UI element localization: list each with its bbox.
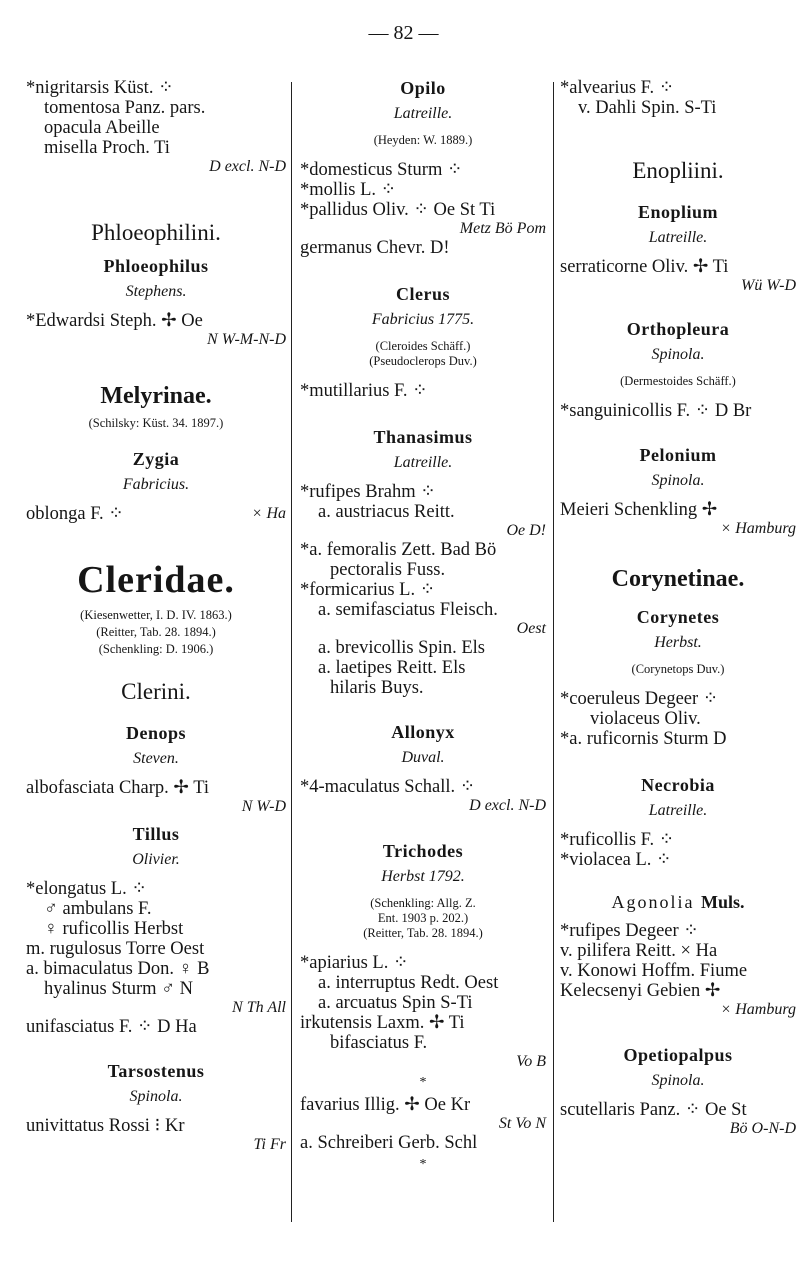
distribution: × Ha [251,505,286,522]
entry-line: *alvearius F. ⁘ [560,78,675,98]
entry-line: *Edwardsi Steph. ✢ Oe [26,311,203,331]
genus-heading: Allonyx [391,722,455,742]
distribution: Metz Bö Pom [459,220,546,237]
genus-author: Spinola. [651,346,705,363]
entry-line: tomentosa Panz. pars. [44,98,206,118]
column-divider [553,82,554,1222]
genus-author: Latreille. [648,802,708,819]
citation: (Reitter, Tab. 28. 1894.) [96,625,216,639]
entry-line: *coeruleus Degeer ⁘ [560,689,719,709]
distribution: Bö O-N-D [729,1120,796,1137]
entry-line: *apiarius L. ⁘ [300,953,409,973]
entry-line: serraticorne Oliv. ✢ Ti [560,257,729,277]
entry-line: Meieri Schenkling ✢ [560,500,718,520]
genus-heading: Pelonium [639,445,717,465]
distribution: Vo B [516,1053,546,1070]
entry-line: a. bimaculatus Don. ♀ B [26,959,210,979]
distribution: D excl. N-D [209,158,286,175]
genus-heading: Zygia [132,449,180,469]
genus-author: Latreille. [393,105,453,122]
distribution: St Vo N [498,1115,546,1132]
genus-heading: Opilo [400,78,446,98]
entry-line: a. arcuatus Spin S-Ti [318,993,473,1013]
entry-line: violaceus Oliv. [590,709,701,729]
citation: (Pseudoclerops Duv.) [369,354,477,368]
entry-line: *mutillarius F. ⁘ [300,381,428,401]
family-heading: Cleridae. [77,559,235,601]
entry-line: a. interruptus Redt. Oest [318,973,499,993]
distribution: D excl. N-D [469,797,546,814]
entry-line [26,504,286,524]
entry-line: opacula Abeille [44,118,160,138]
entry-line: *ruficollis F. ⁘ [560,830,675,850]
citation: (Schilsky: Küst. 34. 1897.) [88,416,224,430]
entry-line: pectoralis Fuss. [330,560,446,580]
subfamily-heading: Melyrinae. [100,383,212,409]
genus-name: Agonolia [611,892,695,912]
distribution: Oe D! [506,522,546,539]
species-name: oblonga F. ⁘ [26,504,124,524]
distribution: × Hamburg [720,1001,796,1018]
entry-line: a. brevicollis Spin. Els [318,638,485,658]
entry-line: albofasciata Charp. ✢ Ti [26,778,210,798]
genus-heading: Phloeophilus [103,256,209,276]
entry-line: *elongatus L. ⁘ [26,879,147,899]
tribe-heading: Clerini. [121,679,191,704]
entry-line: v. Dahli Spin. S-Ti [578,98,717,118]
entry-line: m. rugulosus Torre Oest [26,939,205,959]
entry-line: a. laetipes Reitt. Els [318,658,466,678]
entry-line: favarius Illig. ✢ Oe Kr [300,1095,471,1115]
entry-line: *formicarius L. ⁘ [300,580,436,600]
distribution: N W-D [241,798,286,815]
citation: (Cleroides Schäff.) [375,339,471,353]
separator-asterisk: * [419,1157,427,1172]
genus-heading: Clerus [396,284,450,304]
genus-heading: Necrobia [641,775,715,795]
citation: Ent. 1903 p. 202.) [377,911,469,925]
genus-heading: Tarsostenus [107,1061,205,1081]
genus-author: Fabricius 1775. [371,311,475,328]
distribution: × Hamburg [720,520,796,537]
entry-line: irkutensis Laxm. ✢ Ti [300,1013,465,1033]
citation: (Schenkling: D. 1906.) [98,642,214,656]
genus-heading: Opetiopalpus [623,1045,733,1065]
genus-heading: Enoplium [637,202,719,222]
entry-line: ♀ ruficollis Herbst [44,919,184,939]
entry-line: Kelecsenyi Gebien ✢ [560,981,721,1001]
tribe-heading: Phloeophilini. [91,220,221,245]
citation: (Dermestoides Schäff.) [620,374,736,388]
genus-heading: Tillus [132,824,180,844]
entry-line: bifasciatus F. [330,1033,428,1053]
genus-author: Spinola. [651,472,705,489]
entry-line: hyalinus Sturm ♂ N [44,979,194,999]
entry-line: *sanguinicollis F. ⁘ D Br [560,401,752,421]
entry-line: *mollis L. ⁘ [300,180,397,200]
entry-line: *4-maculatus Schall. ⁘ [300,777,476,797]
genus-heading: Denops [125,723,186,743]
distribution: Oest [516,620,546,637]
entry-line: unifasciatus F. ⁘ D Ha [26,1017,197,1037]
genus-author: Spinola. [129,1088,183,1105]
entry-line: v. Konowi Hoffm. Fiume [560,961,748,981]
genus-author: Olivier. [132,851,180,868]
entry-line: *a. ruficornis Sturm D [560,729,727,749]
citation: (Reitter, Tab. 28. 1894.) [363,926,483,940]
entry-line: misella Proch. Ti [44,138,170,158]
subfamily-heading: Corynetinae. [611,566,745,592]
genus-heading: Corynetes [636,607,720,627]
genus-author: Herbst 1792. [381,868,465,885]
column-divider [291,82,292,1222]
genus-heading: Trichodes [382,841,464,861]
genus-author: Stephens. [125,283,187,300]
distribution: N W-M-N-D [207,331,286,348]
genus-author: Latreille. [393,454,453,471]
distribution: Wü W-D [741,277,796,294]
entry-line: *rufipes Degeer ⁘ [560,921,699,941]
entry-line: ♂ ambulans F. [44,899,152,919]
citation: (Kiesenwetter, I. D. IV. 1863.) [80,608,232,622]
genus-author: Fabricius. [122,476,190,493]
column-3 [560,78,796,1138]
separator-asterisk: * [419,1075,427,1090]
entry-line: *violacea L. ⁘ [560,850,672,870]
genus-author: Muls. [700,892,745,912]
genus-heading: Thanasimus [373,427,473,447]
entry-line: hilaris Buys. [330,678,424,698]
page-number: — 82 — [368,22,439,44]
citation: (Schenkling: Allg. Z. [370,896,476,910]
genus-author: Steven. [133,750,179,767]
entry-line: *a. femoralis Zett. Bad Bö [300,540,497,560]
entry-line: germanus Chevr. D! [300,238,450,258]
genus-author: Latreille. [648,229,708,246]
genus-author: Duval. [401,749,445,766]
genus-heading [560,892,796,913]
entry-line: a. austriacus Reitt. [318,502,455,522]
distribution: N Th All [232,999,286,1016]
genus-author: Spinola. [651,1072,705,1089]
entry-line: univittatus Rossi ⁝ Kr [26,1116,185,1136]
entry-line: *pallidus Oliv. ⁘ Oe St Ti [300,200,496,220]
entry-line: a. Schreiberi Gerb. Schl [300,1133,478,1153]
genus-author: Herbst. [654,634,702,651]
citation: (Heyden: W. 1889.) [373,133,473,147]
column-2 [300,78,546,1177]
entry-line: scutellaris Panz. ⁘ Oe St [560,1100,747,1120]
distribution: Ti Fr [253,1136,286,1153]
entry-line: v. pilifera Reitt. × Ha [560,941,718,961]
entry-line: *rufipes Brahm ⁘ [300,482,436,502]
citation: (Corynetops Duv.) [631,662,725,676]
entry-line: *nigritarsis Küst. ⁘ [26,78,174,98]
tribe-heading: Enopliini. [632,158,724,183]
entry-line: *domesticus Sturm ⁘ [300,160,463,180]
genus-heading: Orthopleura [626,319,730,339]
entry-line: a. semifasciatus Fleisch. [318,600,498,620]
column-1 [26,78,286,1154]
